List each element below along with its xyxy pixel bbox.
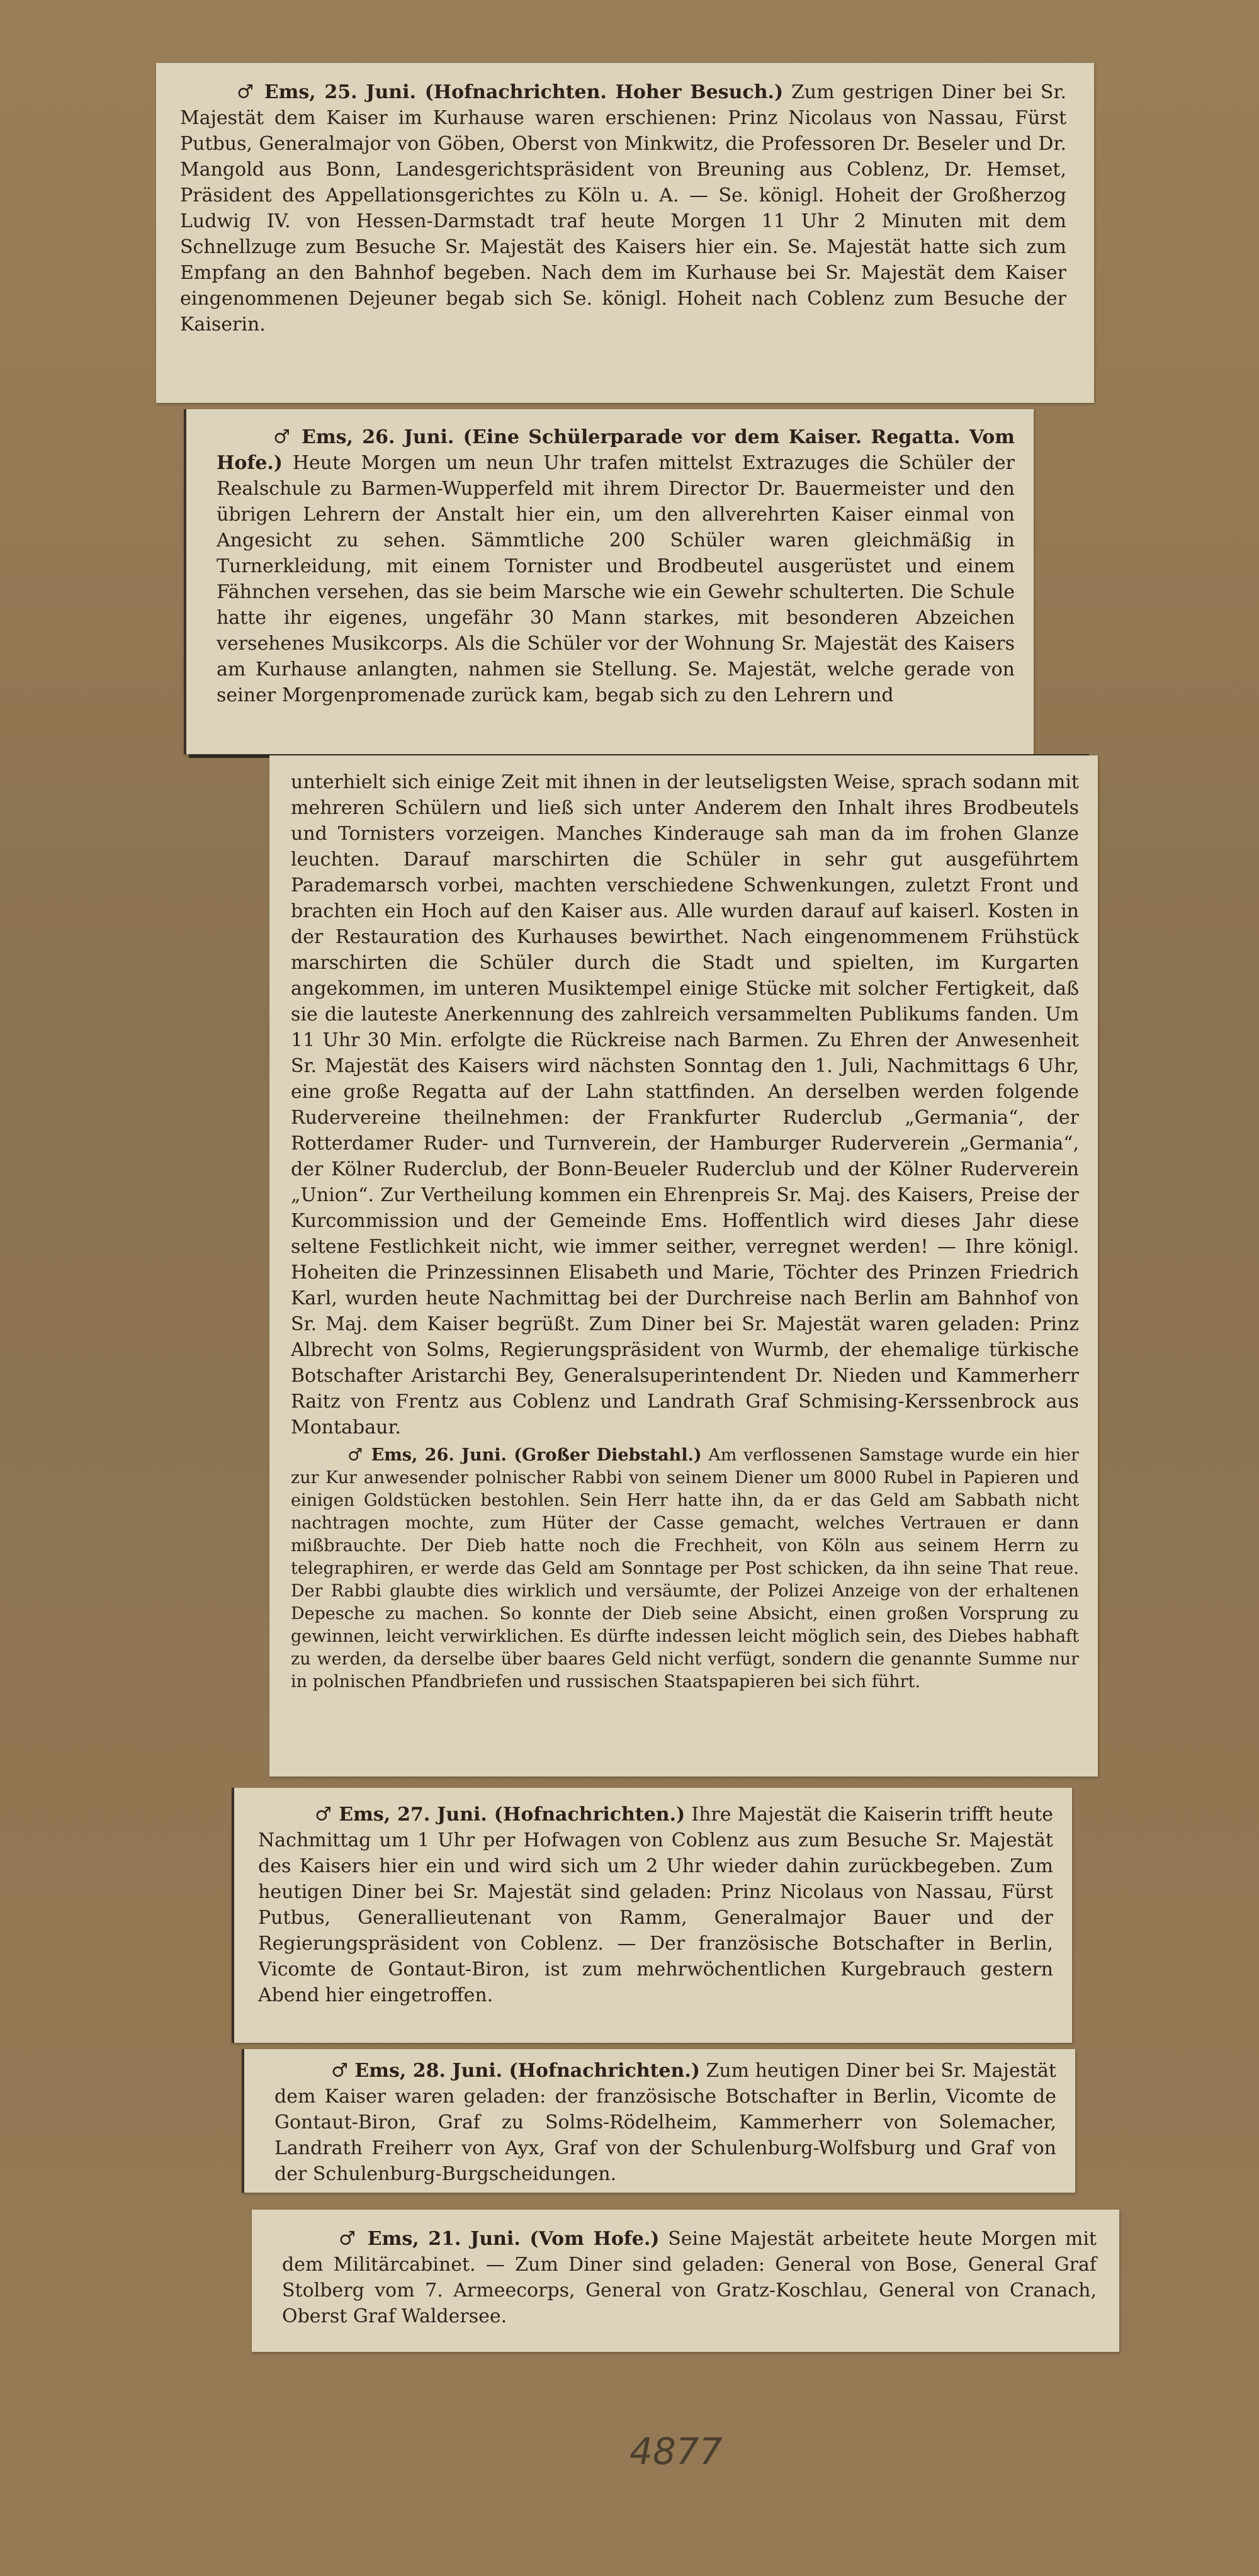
- clipping-ems-26-juni-continuation: [269, 755, 1098, 1777]
- clipping-ems-27-juni: [232, 1788, 1072, 2043]
- clipping-body: Ihre Majestät die Kaiserin trifft heute Nachmittag um 1 Uhr per Hofwagen von Coblenz aus zum Besuche Sr. Majestät des Kaisers hier ein und wird sich um 2 Uhr wieder dahin zurückbegeben. Zum heutigen Diner bei Sr. Majestät sind geladen: Prinz Nicolaus von Nassau, Fürst Putbus, Generallieutenant von Ramm, Generalmajor Bauer und der Regierungspräsident von Coblenz. — Der französische Botschafter in Berlin, Vicomte de Gontaut-Biron, ist zum mehrwöchentlichen Kurgebrauch gestern Abend hier eingetroffen.: [258, 1804, 1053, 2006]
- clipping-body: Heute Morgen um neun Uhr trafen mittelst Extrazuges die Schüler der Realschule zu Barmen-Wupperfeld mit ihrem Director Dr. Bauermeister und den übrigen Lehrern der Anstalt hier ein, um den allverehrten Kaiser einmal von Angesicht zu sehen. Sämmtliche 200 Schüler waren gleichmäßig in Turnerkleidung, mit einem Tornister und Brodbeutel ausgerüstet und einem Fähnchen versehen, das sie beim Marsche wie ein Gewehr schulterten. Die Schule hatte ihr eigenes, ungefähr 30 Mann starkes, mit besonderen Abzeichen versehenes Musikcorps. Als die Schüler vor der Wohnung Sr. Majestät des Kaisers am Kurhause anlangten, nahmen sie Stellung. Se. Majestät, welche gerade von seiner Morgenpromenade zurück kam, begab sich zu den Lehrern und: [217, 452, 1015, 706]
- clipping-body: Zum gestrigen Diner bei Sr. Majestät dem Kaiser im Kurhause waren erschienen: Prinz Nicolaus von Nassau, Fürst Putbus, Generalmajor von Göben, Oberst von Minkwitz, die Professoren Dr. Beseler und Dr. Mangold aus Bonn, Landesgerichtspräsident von Breuning aus Coblenz, Dr. Hemset, Präsident des Appellationsgerichtes zu Köln u. A. — Se. königl. Hoheit der Großherzog Ludwig IV. von Hessen-Darmstadt traf heute Morgen 11 Uhr 2 Minuten mit dem Schnellzuge zum Besuche Sr. Majestät des Kaisers hier ein. Se. Majestät hatte sich zum Empfang an den Bahnhof begeben. Nach dem im Kurhause bei Sr. Majestät dem Kaiser eingenommenen Dejeuner begab sich Se. königl. Hoheit nach Coblenz zum Besuche der Kaiserin.: [180, 81, 1066, 336]
- clipping-ems-25-juni: [156, 63, 1094, 403]
- clipping-heading: ♂ Ems, 26. Juni. (Eine Schülerparade vor dem Kaiser. Regatta. Vom Hofe.): [217, 426, 1015, 474]
- clipping-body: Seine Majestät arbeitete heute Morgen mit dem Militärcabinet. — Zum Diner sind geladen: General von Bose, General Graf Stolberg vom 7. Armeecorps, General von Gratz-Koschlau, General von Cranach, Oberst Graf Waldersee.: [282, 2228, 1097, 2327]
- clipping-heading: ♂ Ems, 21. Juni. (Vom Hofe.): [339, 2228, 660, 2250]
- clipping-heading: ♂ Ems, 27. Juni. (Hofnachrichten.): [315, 1804, 686, 1826]
- clipping-sub-heading: ♂ Ems, 26. Juni. (Großer Diebstahl.): [347, 1445, 702, 1465]
- clipping-heading: ♂ Ems, 28. Juni. (Hofnachrichten.): [331, 2060, 700, 2082]
- clipping-body: Zum heutigen Diner bei Sr. Majestät dem Kaiser waren geladen: der französische Botschafter in Berlin, Vicomte de Gontaut-Biron, Graf zu Solms-Rödelheim, Kammerherr von Solemacher, Landrath Freiherr von Ayx, Graf von der Schulenburg-Wolfsburg und Graf von der Schulenburg-Burgscheidungen.: [274, 2060, 1056, 2185]
- handwritten-page-number: 4877: [630, 2430, 723, 2473]
- clipping-heading: ♂ Ems, 25. Juni. (Hofnachrichten. Hoher Besuch.): [237, 81, 784, 103]
- clipping-ems-28-juni: [242, 2049, 1075, 2193]
- clipping-body: unterhielt sich einige Zeit mit ihnen in der leutseligsten Weise, sprach sodann mit mehreren Schülern und ließ sich unter Anderem den Inhalt ihres Brodbeutels und Tornisters vorzeigen. Manches Kinderauge sah man da im frohen Glanze leuchten. Darauf marschirten die Schüler in sehr gut ausgeführtem Parademarsch vorbei, machten verschiedene Schwenkungen, zuletzt Front und brachten ein Hoch auf den Kaiser aus. Alle wurden darauf auf kaiserl. Kosten in der Restauration des Kurhauses bewirthet. Nach eingenommenem Frühstück marschirten die Schüler durch die Stadt und spielten, im Kurgarten angekommen, im unteren Musiktempel einige Stücke mit solcher Fertigkeit, daß sie die lauteste Anerkennung des zahlreich versammelten Publikums fanden. Um 11 Uhr 30 Min. erfolgte die Rückreise nach Barmen. Zu Ehren der Anwesenheit Sr. Majestät des Kaisers wird nächsten Sonntag den 1. Juli, Nachmittags 6 Uhr, eine große Regatta auf der Lahn stattfinden. An derselben werden folgende Rudervereine theilnehmen: der Frankfurter Ruderclub „Germania“, der Rotterdamer Ruder- und Turnverein, der Hamburger Ruderverein „Germania“, der Kölner Ruderclub, der Bonn-Beueler Ruderclub und der Kölner Ruderverein „Union“. Zur Vertheilung kommen ein Ehrenpreis Sr. Maj. des Kaisers, Preise der Kurcommission und der Gemeinde Ems. Hoffentlich wird dieses Jahr diese seltene Festlichkeit nicht, wie immer seither, verregnet werden! — Ihre königl. Hoheiten die Prinzessinnen Elisabeth und Marie, Töchter des Prinzen Friedrich Karl, wurden heute Nachmittag bei der Durchreise nach Berlin am Bahnhof von Sr. Maj. dem Kaiser begrüßt. Zum Diner bei Sr. Majestät waren geladen: Prinz Albrecht von Solms, Regierungspräsident von Wurmb, der ehemalige türkische Botschafter Aristarchi Bey, Generalsuperintendent Dr. Nieden und Kammerherr Raitz von Frentz aus Coblenz und Landrath Graf Schmising-Kerssenbrock aus Montabaur.: [291, 771, 1079, 1438]
- clipping-ems-21-juni: [252, 2210, 1119, 2352]
- clipping-ems-26-juni-schuelerparade: [184, 409, 1034, 754]
- clipping-sub-body: Am verflossenen Samstage wurde ein hier zur Kur anwesender polnischer Rabbi von seinem Diener um 8000 Rubel in Papieren und einigen Goldstücken bestohlen. Sein Herr hatte ihn, da er das Geld am Sabbath nicht nachtragen mochte, zum Hüter der Casse gemacht, welches Vertrauen er dann mißbrauchte. Der Dieb hatte noch die Frechheit, von Köln aus seinem Herrn zu telegraphiren, er werde das Geld am Sonntage per Post schicken, da ihn seine That reue. Der Rabbi glaubte dies wirklich und versäumte, der Polizei Anzeige von der erhaltenen Depesche zu machen. So konnte der Dieb seine Absicht, einen großen Vorsprung zu gewinnen, leicht verwirklichen. Es dürfte indessen leicht möglich sein, des Diebes habhaft zu werden, da derselbe über baares Geld nicht verfügt, sondern die genannte Summe nur in polnischen Pfandbriefen und russischen Staatspapieren bei sich führt.: [291, 1445, 1079, 1692]
